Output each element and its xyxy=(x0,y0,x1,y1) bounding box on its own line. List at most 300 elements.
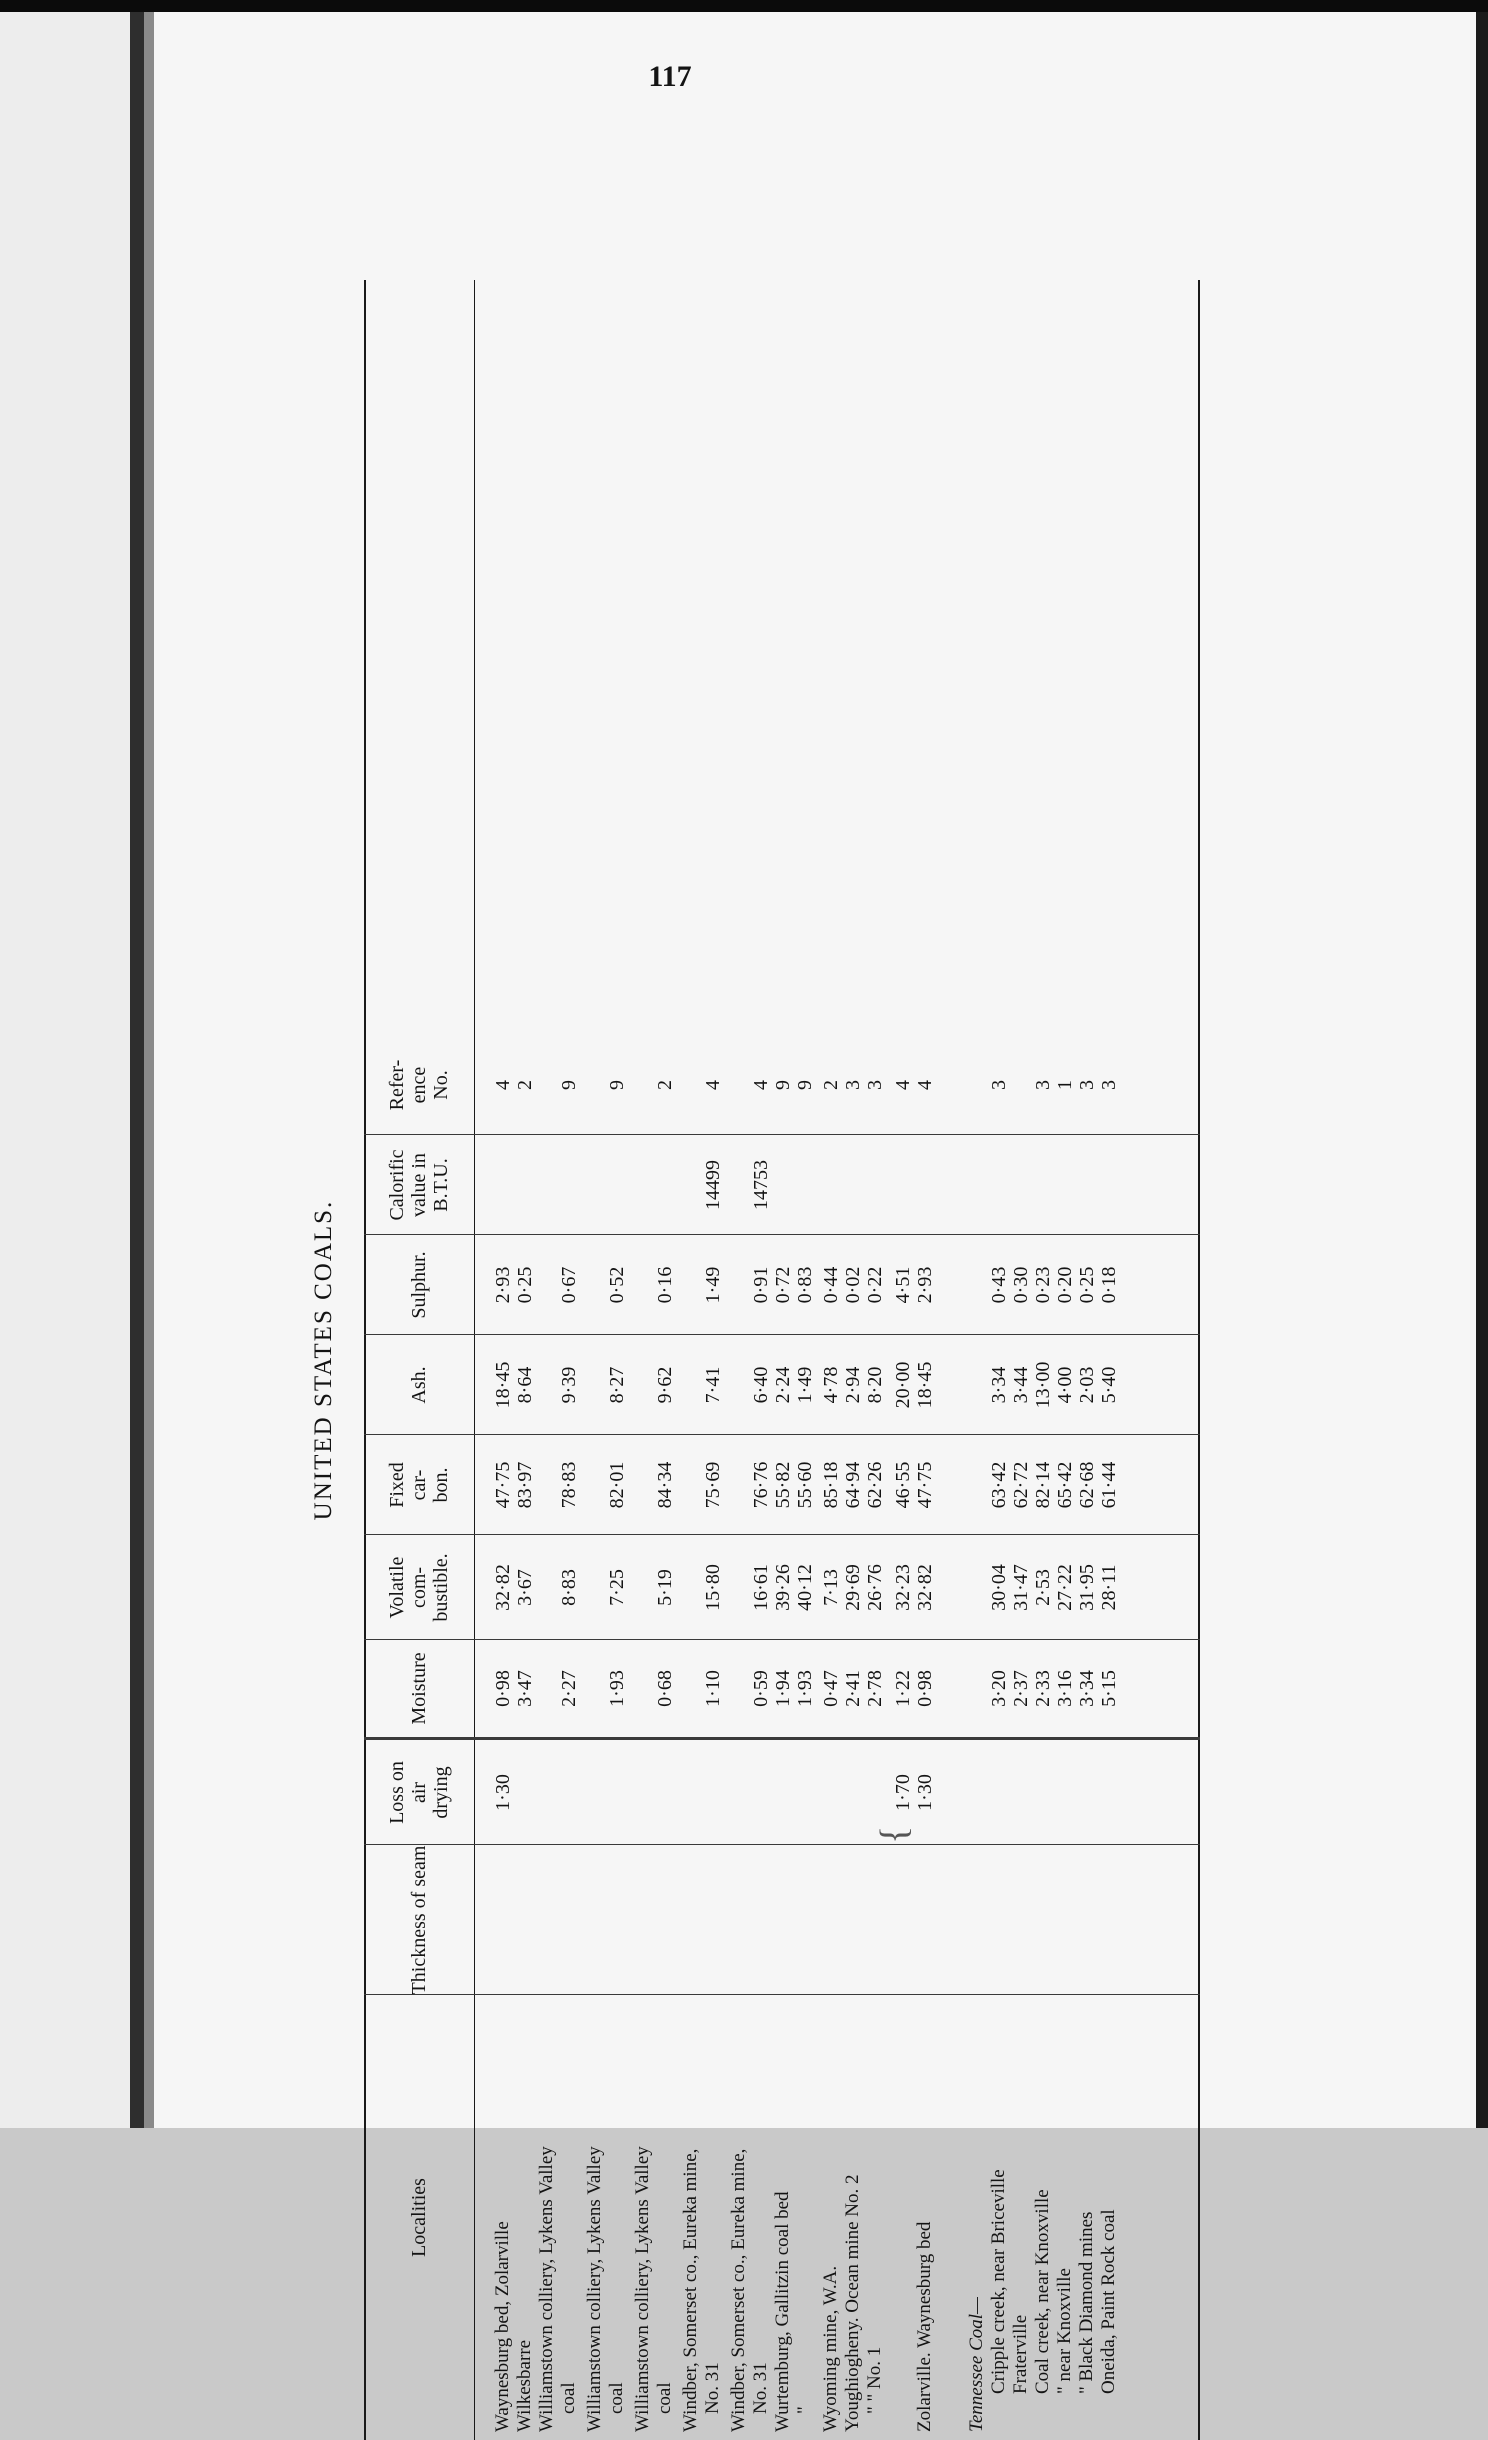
vol-cell xyxy=(680,1535,702,1640)
header-moisture: Moisture xyxy=(408,1652,430,1725)
cal-cell xyxy=(772,1135,794,1235)
cal-cell xyxy=(492,1135,514,1235)
fixed-cell: 47·75 xyxy=(492,1461,514,1509)
loss-cell xyxy=(842,1740,864,1845)
ash-cell xyxy=(632,1335,654,1435)
locality-text: coal xyxy=(558,2382,579,2414)
table-row xyxy=(1054,280,1076,2440)
table-row xyxy=(702,280,724,2440)
locality-text: No. 31 xyxy=(750,2362,771,2414)
locality-cell xyxy=(966,2004,988,2432)
ash-cell: 5·40 xyxy=(1098,1366,1120,1404)
ref-cell xyxy=(584,1035,606,1135)
cal-cell xyxy=(1076,1135,1098,1235)
header-sulphur: Sulphur. xyxy=(408,1251,430,1319)
vol-cell xyxy=(584,1535,606,1640)
table-title: UNITED STATES COALS. xyxy=(310,1199,337,1521)
ash-cell: 2·94 xyxy=(842,1366,864,1404)
fixed-cell xyxy=(632,1435,654,1535)
vol-cell: 40·12 xyxy=(794,1564,816,1611)
table-row xyxy=(632,280,654,2440)
vol-cell: 15·80 xyxy=(702,1564,724,1611)
ref-cell: 9 xyxy=(558,1080,580,1090)
fixed-cell xyxy=(536,1435,558,1535)
sul-cell: 4·51 xyxy=(892,1266,914,1304)
locality-text: coal xyxy=(606,2382,627,2414)
sul-cell: 0·52 xyxy=(606,1266,628,1304)
loss-cell xyxy=(750,1740,772,1845)
table-row xyxy=(772,280,794,2440)
rotated-table-block xyxy=(310,280,1200,2440)
loss-cell xyxy=(728,1740,750,1845)
vol-cell: 2·53 xyxy=(1032,1569,1054,1606)
ash-cell xyxy=(680,1335,702,1435)
fixed-cell xyxy=(584,1435,606,1535)
locality-text: Youghiogheny. Ocean mine No. 2 xyxy=(842,2174,863,2432)
moist-cell: 2·27 xyxy=(558,1670,580,1707)
locality-cell xyxy=(1076,1966,1098,2394)
ash-cell: 4·00 xyxy=(1054,1366,1076,1404)
cal-cell xyxy=(1032,1135,1054,1235)
ref-cell: 3 xyxy=(988,1080,1010,1090)
vol-cell: 32·82 xyxy=(492,1564,514,1611)
loss-cell xyxy=(680,1740,702,1845)
fixed-cell: 46·55 xyxy=(892,1461,914,1509)
cal-cell xyxy=(864,1135,886,1235)
fixed-cell: 62·72 xyxy=(1010,1461,1032,1509)
loss-cell xyxy=(820,1740,842,1845)
moist-cell: 0·98 xyxy=(914,1670,936,1707)
vol-cell: 28·11 xyxy=(1098,1564,1120,1611)
locality-cell xyxy=(702,1986,724,2414)
ash-cell: 9·39 xyxy=(558,1366,580,1404)
ref-cell: 3 xyxy=(864,1080,886,1090)
cal-cell xyxy=(1010,1135,1032,1235)
locality-text: Fraterville xyxy=(1010,2314,1031,2394)
cal-cell xyxy=(1054,1135,1076,1235)
page-number: 117 xyxy=(648,60,692,93)
table-row xyxy=(558,280,580,2440)
moist-cell: 2·37 xyxy=(1010,1670,1032,1707)
cal-cell xyxy=(728,1135,750,1235)
moist-cell: 0·98 xyxy=(492,1670,514,1707)
moist-cell: 3·20 xyxy=(988,1670,1010,1707)
ash-cell: 1·49 xyxy=(794,1366,816,1404)
vol-cell: 29·69 xyxy=(842,1564,864,1611)
locality-cell xyxy=(536,2004,558,2432)
sul-cell xyxy=(536,1235,558,1335)
loss-cell xyxy=(1032,1740,1054,1845)
locality-cell xyxy=(772,2004,794,2432)
cal-cell xyxy=(842,1135,864,1235)
header-fixed-carbon: Fixed car-bon. xyxy=(386,1462,452,1508)
moist-cell: 3·34 xyxy=(1076,1670,1098,1707)
vol-cell: 32·82 xyxy=(914,1564,936,1611)
sul-cell xyxy=(966,1235,988,1335)
cal-cell xyxy=(536,1135,558,1235)
ash-cell: 8·64 xyxy=(514,1366,536,1404)
sul-cell: 0·25 xyxy=(514,1266,536,1304)
sul-cell: 0·91 xyxy=(750,1266,772,1304)
locality-cell xyxy=(1054,1966,1076,2394)
fixed-cell: 62·26 xyxy=(864,1461,886,1509)
locality-cell xyxy=(558,1986,580,2414)
fixed-cell: 82·01 xyxy=(606,1461,628,1509)
cal-cell xyxy=(966,1135,988,1235)
ash-cell: 8·20 xyxy=(864,1366,886,1404)
locality-text: " xyxy=(794,2406,815,2414)
locality-cell xyxy=(584,2004,606,2432)
page-gutter-shadow xyxy=(144,12,154,2128)
locality-cell xyxy=(988,1966,1010,2394)
ash-cell xyxy=(728,1335,750,1435)
ash-cell: 2·03 xyxy=(1076,1366,1098,1404)
ref-cell: 1 xyxy=(1054,1080,1076,1090)
table-row xyxy=(728,280,750,2440)
loss-cell xyxy=(966,1740,988,1845)
table-row xyxy=(536,280,558,2440)
vol-cell: 5·19 xyxy=(654,1569,676,1606)
locality-cell xyxy=(842,2004,864,2432)
sul-cell: 0·02 xyxy=(842,1266,864,1304)
ref-cell: 4 xyxy=(914,1080,936,1090)
cal-cell xyxy=(654,1135,676,1235)
moist-cell: 0·68 xyxy=(654,1670,676,1707)
ref-cell xyxy=(966,1035,988,1135)
moist-cell: 3·47 xyxy=(514,1670,536,1707)
locality-cell xyxy=(820,2004,842,2432)
sul-cell xyxy=(728,1235,750,1335)
ash-cell: 4·78 xyxy=(820,1366,842,1404)
locality-cell xyxy=(1098,1966,1120,2394)
sul-cell: 0·30 xyxy=(1010,1266,1032,1304)
ref-cell: 2 xyxy=(654,1080,676,1090)
table-row xyxy=(492,280,514,2440)
moist-cell xyxy=(584,1640,606,1737)
ref-cell xyxy=(632,1035,654,1135)
cal-cell xyxy=(632,1135,654,1235)
scan-right-border xyxy=(1476,12,1488,2128)
loss-cell xyxy=(1010,1740,1032,1845)
loss-cell xyxy=(702,1740,724,1845)
header-volatile: Volatile com-bustible. xyxy=(386,1553,452,1622)
loss-cell xyxy=(1076,1740,1098,1845)
table-row xyxy=(988,280,1010,2440)
vol-cell: 8·83 xyxy=(558,1569,580,1606)
ash-cell: 3·44 xyxy=(1010,1366,1032,1404)
vol-cell: 7·13 xyxy=(820,1569,842,1606)
locality-cell xyxy=(728,2004,750,2432)
locality-text: Windber, Somerset co., Eureka mine, xyxy=(728,2148,749,2432)
locality-text: Wurtemburg, Gallitzin coal bed xyxy=(772,2191,793,2432)
ref-cell xyxy=(680,1035,702,1135)
locality-cell xyxy=(632,2004,654,2432)
vol-cell xyxy=(632,1535,654,1640)
sul-cell xyxy=(632,1235,654,1335)
locality-cell xyxy=(914,2004,936,2432)
locality-text: " near Knoxville xyxy=(1054,2268,1075,2394)
loss-cell: 1·30 xyxy=(914,1774,936,1811)
table-row xyxy=(514,280,536,2440)
locality-cell xyxy=(750,1986,772,2414)
ref-cell: 4 xyxy=(750,1080,772,1090)
loss-cell xyxy=(606,1740,628,1845)
fixed-cell: 64·94 xyxy=(842,1461,864,1509)
sul-cell: 1·49 xyxy=(702,1266,724,1304)
locality-cell xyxy=(1032,1966,1054,2394)
locality-text: Tennessee Coal— xyxy=(966,2297,987,2432)
ref-cell: 4 xyxy=(702,1080,724,1090)
header-thickness: Thickness of seam xyxy=(408,1845,430,1995)
vol-cell: 26·76 xyxy=(864,1564,886,1611)
sul-cell: 0·72 xyxy=(772,1266,794,1304)
sul-cell: 0·18 xyxy=(1098,1266,1120,1304)
ash-cell: 18·45 xyxy=(492,1361,514,1409)
fixed-cell: 62·68 xyxy=(1076,1461,1098,1509)
cal-cell xyxy=(514,1135,536,1235)
ref-cell: 2 xyxy=(514,1080,536,1090)
vol-cell: 31·47 xyxy=(1010,1564,1032,1611)
cal-cell xyxy=(558,1135,580,1235)
sul-cell: 2·93 xyxy=(492,1266,514,1304)
ash-cell: 8·27 xyxy=(606,1366,628,1404)
ash-cell: 7·41 xyxy=(702,1366,724,1404)
fixed-cell: 82·14 xyxy=(1032,1461,1054,1509)
cal-cell xyxy=(988,1135,1010,1235)
header-ash: Ash. xyxy=(408,1366,430,1404)
facing-page xyxy=(0,12,130,2128)
moist-cell: 2·33 xyxy=(1032,1670,1054,1707)
vol-cell: 39·26 xyxy=(772,1564,794,1611)
moist-cell: 5·15 xyxy=(1098,1670,1120,1707)
table-row xyxy=(654,280,676,2440)
table-row xyxy=(584,280,606,2440)
table-row xyxy=(750,280,772,2440)
fixed-cell: 84·34 xyxy=(654,1461,676,1509)
cal-cell xyxy=(584,1135,606,1235)
moist-cell xyxy=(536,1640,558,1737)
table-row xyxy=(820,280,842,2440)
vol-cell: 31·95 xyxy=(1076,1564,1098,1611)
ref-cell: 4 xyxy=(492,1080,514,1090)
vol-cell: 30·04 xyxy=(988,1564,1010,1611)
loss-cell xyxy=(514,1740,536,1845)
coal-analysis-table xyxy=(364,280,1200,2440)
cal-cell xyxy=(892,1135,914,1235)
ref-cell xyxy=(536,1035,558,1135)
sul-cell: 0·16 xyxy=(654,1266,676,1304)
ash-cell: 6·40 xyxy=(750,1366,772,1404)
sul-cell: 2·93 xyxy=(914,1266,936,1304)
vol-cell xyxy=(728,1535,750,1640)
cal-cell xyxy=(1098,1135,1120,1235)
fixed-cell: 55·82 xyxy=(772,1461,794,1509)
moist-cell xyxy=(680,1640,702,1737)
moist-cell: 1·94 xyxy=(772,1670,794,1707)
ref-cell: 3 xyxy=(1076,1080,1098,1090)
table-bottom-rule xyxy=(1198,280,1200,2440)
vol-cell xyxy=(536,1535,558,1640)
ref-cell: 3 xyxy=(842,1080,864,1090)
locality-cell xyxy=(514,2004,536,2432)
table-row xyxy=(794,280,816,2440)
vol-cell: 7·25 xyxy=(606,1569,628,1606)
locality-text: Waynesburg bed, Zolarville xyxy=(492,2221,513,2432)
ash-cell: 9·62 xyxy=(654,1366,676,1404)
table-row xyxy=(864,280,886,2440)
loss-cell xyxy=(632,1740,654,1845)
loss-cell xyxy=(794,1740,816,1845)
fixed-cell: 83·97 xyxy=(514,1461,536,1509)
ref-cell: 9 xyxy=(772,1080,794,1090)
ref-cell xyxy=(1010,1035,1032,1135)
ref-cell: 2 xyxy=(820,1080,842,1090)
fixed-cell: 63·42 xyxy=(988,1461,1010,1509)
ref-cell xyxy=(728,1035,750,1135)
moist-cell: 2·41 xyxy=(842,1670,864,1707)
locality-text: Cripple creek, near Briceville xyxy=(988,2169,1009,2394)
moist-cell: 1·22 xyxy=(892,1670,914,1707)
header-reference: Refer-ence No. xyxy=(386,1059,452,1111)
locality-text: coal xyxy=(654,2382,675,2414)
fixed-cell: 55·60 xyxy=(794,1461,816,1509)
cal-cell xyxy=(680,1135,702,1235)
ash-cell xyxy=(536,1335,558,1435)
table-row xyxy=(1098,280,1120,2440)
moist-cell xyxy=(632,1640,654,1737)
locality-cell xyxy=(892,2004,914,2432)
table-row xyxy=(606,280,628,2440)
moist-cell: 1·93 xyxy=(606,1670,628,1707)
table-row xyxy=(842,280,864,2440)
cal-cell xyxy=(914,1135,936,1235)
vol-cell xyxy=(966,1535,988,1640)
locality-text: Windber, Somerset co., Eureka mine, xyxy=(680,2148,701,2432)
locality-text: Wilkesbarre xyxy=(514,2339,535,2432)
cal-cell: 14753 xyxy=(750,1160,772,1210)
ash-cell: 18·45 xyxy=(914,1361,936,1409)
loss-cell xyxy=(654,1740,676,1845)
sul-cell: 0·23 xyxy=(1032,1266,1054,1304)
sul-cell: 0·43 xyxy=(988,1266,1010,1304)
locality-text: No. 31 xyxy=(702,2362,723,2414)
sul-cell xyxy=(584,1235,606,1335)
loss-cell xyxy=(772,1740,794,1845)
cal-cell xyxy=(794,1135,816,1235)
locality-cell xyxy=(492,2004,514,2432)
brace-mark: { xyxy=(873,1825,915,1844)
fixed-cell: 61·44 xyxy=(1098,1461,1120,1509)
locality-text: " " No. 1 xyxy=(864,2346,885,2414)
sul-cell: 0·44 xyxy=(820,1266,842,1304)
ash-cell: 20·00 xyxy=(892,1361,914,1409)
moist-cell: 3·16 xyxy=(1054,1670,1076,1707)
loss-cell xyxy=(584,1740,606,1845)
ash-cell: 3·34 xyxy=(988,1366,1010,1404)
loss-cell xyxy=(988,1740,1010,1845)
sul-cell: 0·67 xyxy=(558,1266,580,1304)
moist-cell xyxy=(966,1640,988,1737)
locality-text: Williamstown colliery, Lykens Valley xyxy=(584,2146,605,2432)
table-row xyxy=(1076,280,1098,2440)
table-row xyxy=(966,280,988,2440)
locality-cell xyxy=(864,1986,886,2414)
ref-cell: 3 xyxy=(1098,1080,1120,1090)
fixed-cell: 75·69 xyxy=(702,1461,724,1509)
locality-cell xyxy=(606,1986,628,2414)
cal-cell: 14499 xyxy=(702,1160,724,1210)
vol-cell: 3·67 xyxy=(514,1569,536,1606)
header-calorific: Calorific value in B.T.U. xyxy=(386,1149,452,1221)
locality-text: Coal creek, near Knoxville xyxy=(1032,2189,1053,2394)
fixed-cell: 47·75 xyxy=(914,1461,936,1509)
sul-cell xyxy=(680,1235,702,1335)
locality-text: " Black Diamond mines xyxy=(1076,2211,1097,2394)
locality-cell xyxy=(680,2004,702,2432)
sul-cell: 0·83 xyxy=(794,1266,816,1304)
moist-cell: 1·10 xyxy=(702,1670,724,1707)
ref-cell: 4 xyxy=(892,1080,914,1090)
locality-cell xyxy=(1010,1966,1032,2394)
fixed-cell xyxy=(966,1435,988,1535)
page-gutter xyxy=(130,12,144,2128)
vol-cell: 16·61 xyxy=(750,1564,772,1611)
loss-cell: 1·70 xyxy=(892,1774,914,1811)
table-row xyxy=(914,280,936,2440)
ash-cell xyxy=(584,1335,606,1435)
moist-cell: 0·47 xyxy=(820,1670,842,1707)
scan-top-border xyxy=(0,0,1488,12)
ref-cell: 9 xyxy=(794,1080,816,1090)
moist-cell: 2·78 xyxy=(864,1670,886,1707)
header-localities: Localities xyxy=(408,2178,430,2257)
header-loss-on-air-drying: Loss on air drying xyxy=(386,1761,452,1824)
cal-cell xyxy=(606,1135,628,1235)
locality-cell xyxy=(654,1986,676,2414)
locality-text: Wyoming mine, W.A. xyxy=(820,2265,841,2432)
vol-cell: 32·23 xyxy=(892,1564,914,1611)
locality-text: Oneida, Paint Rock coal xyxy=(1098,2209,1119,2394)
table-row xyxy=(1010,280,1032,2440)
table-row xyxy=(1032,280,1054,2440)
fixed-cell: 78·83 xyxy=(558,1461,580,1509)
moist-cell: 1·93 xyxy=(794,1670,816,1707)
cal-cell xyxy=(820,1135,842,1235)
vol-cell: 27·22 xyxy=(1054,1564,1076,1611)
locality-cell xyxy=(794,1986,816,2414)
ref-cell: 3 xyxy=(1032,1080,1054,1090)
header-rule xyxy=(474,280,475,2440)
fixed-cell xyxy=(728,1435,750,1535)
loss-cell xyxy=(558,1740,580,1845)
sul-cell: 0·25 xyxy=(1076,1266,1098,1304)
ash-cell: 13·00 xyxy=(1032,1361,1054,1409)
fixed-cell xyxy=(680,1435,702,1535)
sul-cell: 0·22 xyxy=(864,1266,886,1304)
table-row xyxy=(680,280,702,2440)
fixed-cell: 76·76 xyxy=(750,1461,772,1509)
fixed-cell: 65·42 xyxy=(1054,1461,1076,1509)
ash-cell: 2·24 xyxy=(772,1366,794,1404)
locality-text: Williamstown colliery, Lykens Valley xyxy=(632,2146,653,2432)
fixed-cell: 85·18 xyxy=(820,1461,842,1509)
loss-cell xyxy=(1098,1740,1120,1845)
locality-text: Williamstown colliery, Lykens Valley xyxy=(536,2146,557,2432)
locality-text: Zolarville. Waynesburg bed xyxy=(914,2221,935,2432)
sul-cell: 0·20 xyxy=(1054,1266,1076,1304)
loss-cell xyxy=(1054,1740,1076,1845)
loss-cell: 1·30 xyxy=(492,1774,514,1811)
